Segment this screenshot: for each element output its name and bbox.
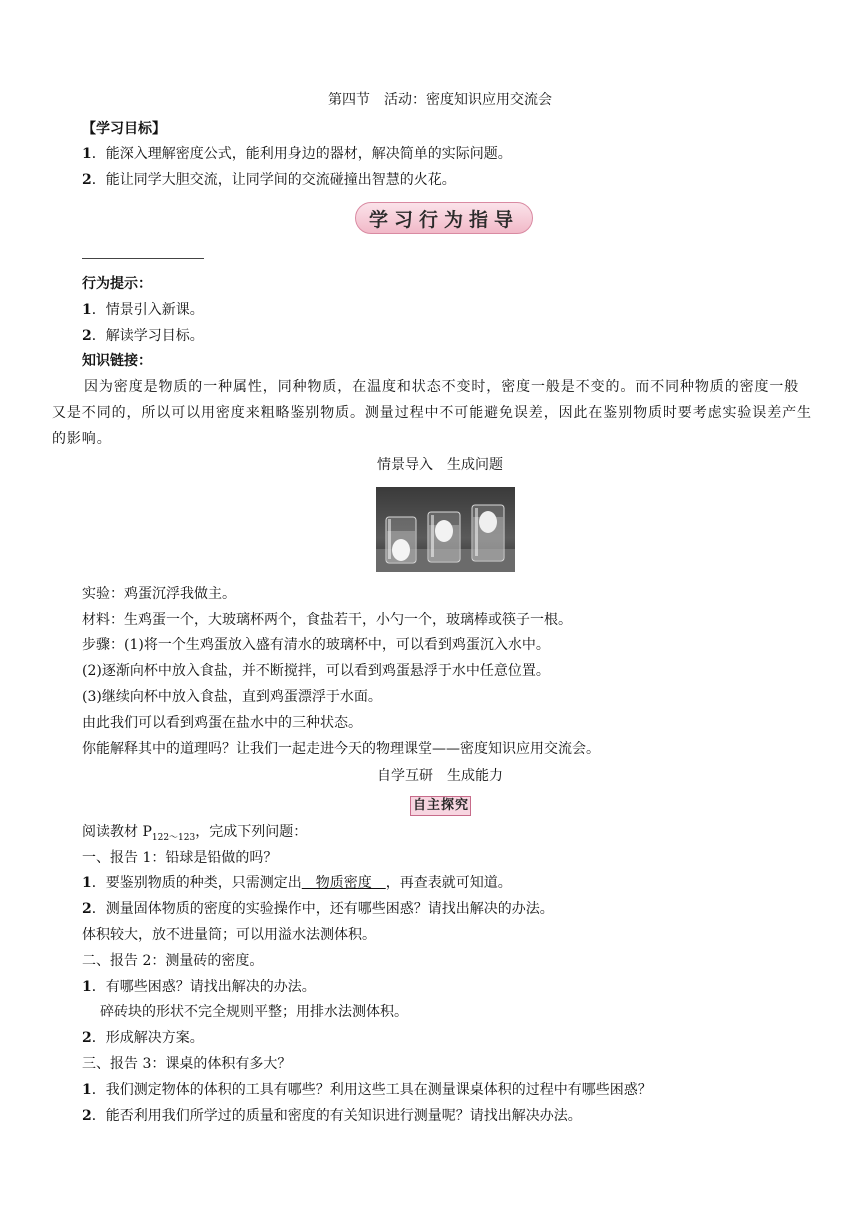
tag-char: 探 [441, 798, 455, 813]
question-number: 1 [82, 979, 92, 995]
section-title-intro: 情景导入 生成问题 [377, 457, 503, 473]
objective-number: 2 [82, 172, 92, 188]
report-2-question-2 [82, 1028, 204, 1048]
objective-text: ．能深入理解密度公式，能利用身边的器材，解决简单的实际问题。 [91, 146, 512, 162]
divider-line [82, 258, 204, 259]
report-2-question-1 [82, 977, 316, 997]
objective-text: ．能让同学大胆交流，让同学间的交流碰撞出智慧的火花。 [91, 172, 456, 188]
question-text: ，再查表就可知道。 [385, 875, 512, 891]
hint-number: 1 [82, 302, 92, 318]
objective-item-1 [82, 144, 512, 164]
experiment-line-7: 你能解释其中的道理吗？让我们一起走进今天的物理课堂——密度知识应用交流会。 [82, 741, 600, 757]
reading-instruction [82, 822, 307, 848]
tag-char: 自 [413, 798, 427, 813]
objectives-heading: 【学习目标】 [82, 121, 166, 137]
answer-blank: 物质密度 [301, 875, 386, 891]
objective-item-2 [82, 170, 456, 190]
report-1-heading: 一、报告 1：铅球是铅做的吗？ [82, 850, 278, 866]
report-2-answer-1: 碎砖块的形状不完全规则平整；用排水法测体积。 [100, 1004, 408, 1020]
question-text: ．要鉴别物质的种类，只需测定出 [91, 875, 302, 891]
report-1-question-1 [82, 873, 512, 893]
tag-char: 究 [455, 798, 469, 813]
question-number: 2 [82, 1108, 92, 1124]
reading-pages: 122～123 [151, 832, 196, 843]
question-number: 2 [82, 901, 92, 917]
report-3-heading: 三、报告 3：课桌的体积有多大？ [82, 1056, 292, 1072]
experiment-line-4: (2)逐渐向杯中放入食盐，并不断搅拌，可以看到鸡蛋悬浮于水中任意位置。 [82, 663, 550, 679]
objective-number: 1 [82, 146, 92, 162]
section-title-self-study: 自学互研 生成能力 [377, 768, 503, 784]
knowledge-heading: 知识链接： [82, 353, 152, 369]
question-text: ．形成解决方案。 [91, 1030, 204, 1046]
guidance-banner [355, 202, 533, 234]
reading-prefix: 阅读教材 P [82, 824, 152, 840]
self-inquiry-tag [410, 796, 471, 816]
tag-char: 主 [427, 798, 441, 813]
question-text: ．能否利用我们所学过的质量和密度的有关知识进行测量呢？请找出解决办法。 [91, 1108, 582, 1124]
question-text: ．我们测定物体的体积的工具有哪些？利用这些工具在测量课桌体积的过程中有哪些困惑？ [91, 1082, 652, 1098]
report-2-heading: 二、报告 2：测量砖的密度。 [82, 953, 264, 969]
experiment-line-5: (3)继续向杯中放入食盐，直到鸡蛋漂浮于水面。 [82, 689, 382, 705]
question-number: 1 [82, 875, 92, 891]
question-text: ．有哪些困惑？请找出解决的办法。 [91, 979, 316, 995]
knowledge-paragraph: 因为密度是物质的一种属性，同种物质，在温度和状态不变时，密度一般是不变的。而不同种物质的密度一般又是不同的，所以可以用密度来粗略鉴别物质。测量过程中不可能避免误差，因此在鉴别物质时要考虑实验误差产生的影响。 [52, 379, 812, 447]
reading-suffix: ，完成下列问题： [195, 824, 308, 840]
hint-number: 2 [82, 328, 92, 344]
question-text: ．测量固体物质的密度的实验操作中，还有哪些困惑？请找出解决的办法。 [91, 901, 554, 917]
experiment-line-6: 由此我们可以看到鸡蛋在盐水中的三种状态。 [82, 715, 362, 731]
question-number: 1 [82, 1082, 92, 1098]
banner-label: 学习行为指导 [368, 208, 519, 231]
hints-heading: 行为提示： [82, 276, 152, 292]
experiment-line-3: 步骤：(1)将一个生鸡蛋放入盛有清水的玻璃杯中，可以看到鸡蛋沉入水中。 [82, 637, 550, 653]
experiment-line-2: 材料：生鸡蛋一个，大玻璃杯两个，食盐若干，小勺一个，玻璃棒或筷子一根。 [82, 612, 572, 628]
hint-item-1 [82, 300, 204, 320]
question-number: 2 [82, 1030, 92, 1046]
hint-text: ．解读学习目标。 [91, 328, 204, 344]
report-3-question-1 [82, 1080, 652, 1100]
report-1-answer-2: 体积较大，放不进量筒；可以用溢水法测体积。 [82, 927, 376, 943]
experiment-line-1: 实验：鸡蛋沉浮我做主。 [82, 586, 236, 602]
report-1-question-2 [82, 899, 554, 919]
hint-item-2 [82, 326, 204, 346]
report-3-question-2 [82, 1106, 582, 1126]
hint-text: ．情景引入新课。 [91, 302, 204, 318]
page-title: 第四节 活动：密度知识应用交流会 [328, 92, 552, 108]
egg-experiment-photo [376, 487, 515, 572]
